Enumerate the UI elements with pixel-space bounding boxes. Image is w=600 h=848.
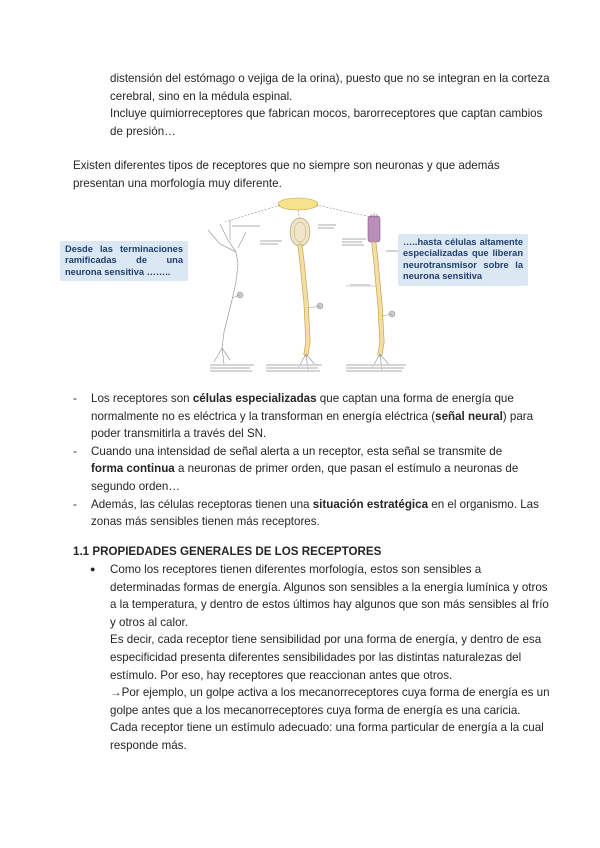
encapsulated-receptor (290, 218, 323, 370)
intro-line: de presión… (110, 124, 176, 138)
intro-line: Incluye quimiorreceptores que fabrican mocos, barorreceptores que captan cambios (110, 107, 543, 121)
receptor-figure (60, 192, 532, 388)
list-item: - Cuando una intensidad de señal alerta a un receptor, esta señal se transmite de forma continua a neuronas de primer orden, que pasan el estímulo a neuronas de segundo orden… (73, 444, 519, 493)
callout-left: Desde las terminaciones ramificadas de una neurona sensitiva …….. (60, 241, 188, 281)
callout-right: …..hasta células altamente especializadas que liberan neurotransmisor sobre la neurona sensitiva (398, 234, 528, 286)
intro-line: distensión del estómago o vejiga de la orina), puesto que no se integran en la corteza (110, 72, 550, 85)
dash-list (55, 390, 555, 531)
paragraph-receptor-types (73, 157, 553, 192)
section-heading: 1.1 PROPIEDADES GENERALES DE LOS RECEPTORES (73, 545, 382, 558)
receptor-diagram (60, 192, 532, 388)
stimulus-oval (278, 198, 318, 210)
intro-line: cerebral, sino en la médula espinal. (110, 89, 293, 103)
list-item: - Los receptores son células especializadas que captan una forma de energía que normalmente no es eléctrica y la transforman en energía eléctrica (señal neural) para poder transmitirla a través del SN. (73, 392, 534, 441)
paragraph-line: presentan una morfología muy diferente. (73, 176, 282, 190)
dash-marker: - (73, 444, 77, 458)
bullet-list (73, 561, 555, 755)
intro-block (110, 70, 550, 140)
dash-marker: - (73, 497, 77, 511)
list-item: - Además, las células receptoras tienen una situación estratégica en el organismo. Las zonas más sensibles tienen más receptores. (73, 497, 539, 529)
specialized-receptor-cell (368, 213, 395, 370)
dash-marker: - (73, 392, 77, 405)
list-item: ● Como los receptores tienen diferentes morfología, estos son sensibles a determinadas formas de energía. Algunos son sensibles a la energía lumínica y otros a la temperatura, y dentro de estos últimos hay algunos que son más sensibles al frío y otros al calor. Es decir, cada receptor tiene sensibilidad por una forma de energía, y dentro de esa especificidad presenta diferentes sensibilidades por las distintas naturalezas del estímulo. Por eso, hay receptores que reaccionan antes que otros. →Por ejemplo, un golpe activa a los mecanorreceptores cuya forma de energía es un golpe antes que a los mecanorreceptores cuya forma de energía es una caricia. Cada receptor tiene un estímulo adecuado: una forma particular de energía a la cual responde más. (90, 563, 550, 752)
paragraph-line: Existen diferentes tipos de receptores que no siempre son neuronas y que además (73, 159, 500, 172)
bullet-marker: ● (90, 564, 96, 574)
